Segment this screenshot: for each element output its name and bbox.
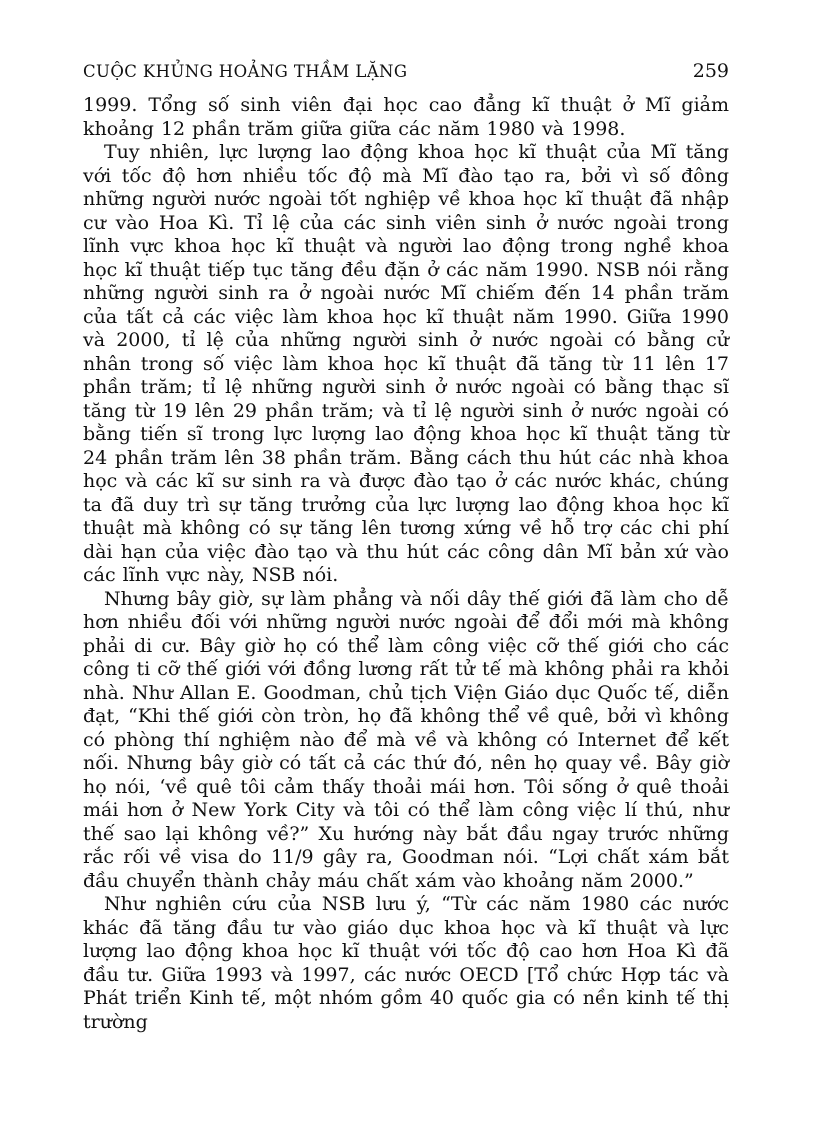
page-number: 259 [692,60,729,82]
body-text [83,94,729,1034]
running-header [83,60,729,94]
paragraph: Như nghiên cứu của NSB lưu ý, “Từ các năm 1980 các nước khác đã tăng đầu tư vào giáo dục khoa học và kĩ thuật và lực lượng lao động khoa học kĩ thuật với tốc độ cao hơn Hoa Kì đã đầu tư. Giữa 1993 và 1997, các nước OECD [Tổ chức Hợp tác và Phát triển Kinh tế, một nhóm gồm 40 quốc gia có nền kinh tế thị trường [83,893,729,1033]
paragraph-continued: 1999. Tổng số sinh viên đại học cao đẳng kĩ thuật ở Mĩ giảm khoảng 12 phần trăm giữa giữa các năm 1980 và 1998. [83,94,729,140]
book-page [83,60,729,1034]
paragraph: Nhưng bây giờ, sự làm phẳng và nối dây thế giới đã làm cho dễ hơn nhiều đối với những người nước ngoài để đổi mới mà không phải di cư. Bây giờ họ có thể làm công việc cỡ thế giới cho các công ti cỡ thế giới với đồng lương rất tử tế mà không phải ra khỏi nhà. Như Allan E. Goodman, chủ tịch Viện Giáo dục Quốc tế, diễn đạt, “Khi thế giới còn tròn, họ đã không thể về quê, bởi vì không có phòng thí nghiệm nào để mà về và không có Internet để kết nối. Nhưng bây giờ có tất cả các thứ đó, nên họ quay về. Bây giờ họ nói, ‘về quê tôi cảm thấy thoải mái hơn. Tôi sống ở quê thoải mái hơn ở New York City và tôi có thể làm công việc lí thú, như thế sao lại không về?” Xu hướng này bắt đầu ngay trước những rắc rối về visa do 11/9 gây ra, Goodman nói. “Lợi chất xám bắt đầu chuyển thành chảy máu chất xám vào khoảng năm 2000.” [83,587,729,892]
paragraph: Tuy nhiên, lực lượng lao động khoa học kĩ thuật của Mĩ tăng với tốc độ hơn nhiều tốc độ mà Mĩ đào tạo ra, bởi vì số đông những người nước ngoài tốt nghiệp về khoa học kĩ thuật đã nhập cư vào Hoa Kì. Tỉ lệ của các sinh viên sinh ở nước ngoài trong lĩnh vực khoa học kĩ thuật và người lao động trong nghề khoa học kĩ thuật tiếp tục tăng đều đặn ở các năm 1990. NSB nói rằng những người sinh ra ở ngoài nước Mĩ chiếm đến 14 phần trăm của tất cả các việc làm khoa học kĩ thuật năm 1990. Giữa 1990 và 2000, tỉ lệ của những người sinh ở nước ngoài có bằng cử nhân trong số việc làm khoa học kĩ thuật đã tăng từ 11 lên 17 phần trăm; tỉ lệ những người sinh ở nước ngoài có bằng thạc sĩ tăng từ 19 lên 29 phần trăm; và tỉ lệ người sinh ở nước ngoài có bằng tiến sĩ trong lực lượng lao động khoa học kĩ thuật tăng từ 24 phần trăm lên 38 phần trăm. Bằng cách thu hút các nhà khoa học và các kĩ sư sinh ra và được đào tạo ở các nước khác, chúng ta đã duy trì sự tăng trưởng của lực lượng lao động khoa học kĩ thuật mà không có sự tăng lên tương xứng về hỗ trợ các chi phí dài hạn của việc đào tạo và thu hút các công dân Mĩ bản xứ vào các lĩnh vực này, NSB nói. [83,141,729,586]
running-title: CUỘC KHỦNG HOẢNG THẦM LẶNG [83,62,408,81]
